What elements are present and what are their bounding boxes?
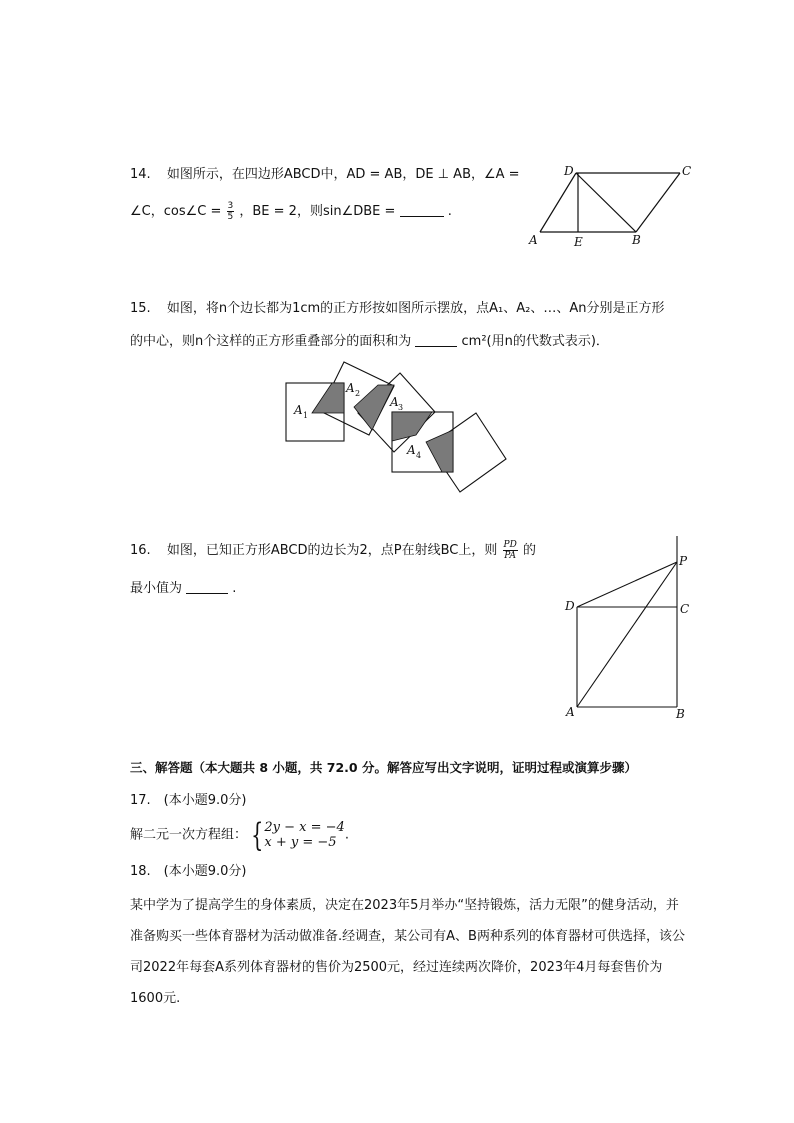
q15-line2 <box>130 332 609 352</box>
q14-line1 <box>130 165 520 185</box>
q16-line2 <box>130 579 236 599</box>
q15-label-a1-sub: 1 <box>303 411 309 420</box>
q14-text-line2-pre: ∠C，cos∠C = <box>130 204 222 219</box>
q14-cos-fraction <box>227 201 235 222</box>
q18-text: 某中学为了提高学生的身体素质，决定在2023年5月举办“坚持锻炼，活力无限”的健身活动，并准备购买一些体育器材为活动做准备.经调查，某公司有A、B两种系列的体育器材可供选择，该公司2022年每套A系列体育器材的售价为2500元，经过连续两次降价，2023年4月每套售价为1600元. <box>130 898 685 1006</box>
q14-cos-num: 3 <box>227 201 234 211</box>
q14-figure <box>520 160 700 255</box>
q16-end: . <box>232 581 237 596</box>
q16-fraction <box>503 540 518 561</box>
q16-number: 16. <box>130 543 151 558</box>
q17-eq2: x + y = −5 <box>264 835 337 850</box>
q16-segment-pa <box>577 562 677 707</box>
q16-frac-num: PD <box>503 540 517 550</box>
q15-label-a2: A <box>346 381 355 395</box>
q17-eq1: 2y − x = −4 <box>264 820 345 835</box>
q15-label-a3: A <box>390 395 399 409</box>
q16-answer-blank[interactable] <box>186 579 228 594</box>
q15-label-a4-sub: 4 <box>416 451 422 460</box>
q15-text-line2-post: cm²(用n的代数式表示)． <box>461 334 609 349</box>
q15-label-a3-sub: 3 <box>398 403 404 412</box>
q17-brace: { <box>251 816 264 854</box>
q16-line1 <box>130 540 536 561</box>
q15-label-a1: A <box>294 403 303 417</box>
q18-header: 18. (本小题9.0分) <box>130 864 247 879</box>
q14-answer-blank[interactable] <box>400 202 444 217</box>
q14-label-a: A <box>529 233 538 247</box>
q14-label-d: D <box>564 164 574 178</box>
q15-figure <box>280 355 515 500</box>
q14-text-line1: 如图所示，在四边形ABCD中，AD = AB，DE ⊥ AB，∠A = <box>166 167 520 182</box>
q14-label-c: C <box>682 164 692 178</box>
q15-text-line2-pre: 的中心，则n个这样的正方形重叠部分的面积和为 <box>130 334 412 349</box>
q16-label-b: B <box>676 707 685 721</box>
q14-edge-db <box>576 173 636 232</box>
q15-text-line1: 如图，将n个边长都为1cm的正方形按如图所示摆放，点A₁、A₂、…、An分别是正方形 <box>166 301 665 316</box>
q15-label-a2-sub: 2 <box>355 389 361 398</box>
q15-overlap-1 <box>312 383 344 413</box>
q15-number: 15. <box>130 301 151 316</box>
q15-line1 <box>130 299 665 319</box>
q16-text-line1-pre: 如图，已知正方形ABCD的边长为2，点P在射线BC上，则 <box>166 543 498 558</box>
q14-number: 14. <box>130 167 151 182</box>
q17-line <box>130 816 349 854</box>
q17-header: 17. (本小题9.0分) <box>130 793 247 808</box>
q14-end: . <box>447 204 452 219</box>
q14-label-e: E <box>574 235 583 249</box>
q15-overlap-4 <box>426 430 453 472</box>
q15-label-a4: A <box>407 443 416 457</box>
q16-label-d: D <box>565 599 575 613</box>
q17-system <box>264 820 344 850</box>
q16-label-p: P <box>679 554 688 568</box>
q14-label-b: B <box>632 233 641 247</box>
q16-label-a: A <box>566 705 575 719</box>
q16-label-c: C <box>680 602 690 616</box>
q16-text-line2: 最小值为 <box>130 581 183 596</box>
q14-cos-den: 5 <box>227 212 234 222</box>
q16-text-line1-post: 的 <box>522 543 536 558</box>
q14-line2 <box>130 201 452 222</box>
q15-overlap-3 <box>392 412 432 441</box>
q16-frac-den: PA <box>504 551 517 561</box>
section3-heading: 三、解答题（本大题共 8 小题，共 72.0 分。解答应写出文字说明，证明过程或演算步骤） <box>130 760 637 775</box>
q15-answer-blank[interactable] <box>415 332 457 347</box>
q14-edge-bc <box>636 173 680 232</box>
q17-prompt: 解二元一次方程组： <box>130 827 248 843</box>
q17-end: . <box>344 827 349 843</box>
q16-figure <box>560 530 700 725</box>
q14-edge-ad <box>540 173 576 232</box>
q14-text-line2-post: ，BE = 2，则sin∠DBE = <box>239 204 396 219</box>
